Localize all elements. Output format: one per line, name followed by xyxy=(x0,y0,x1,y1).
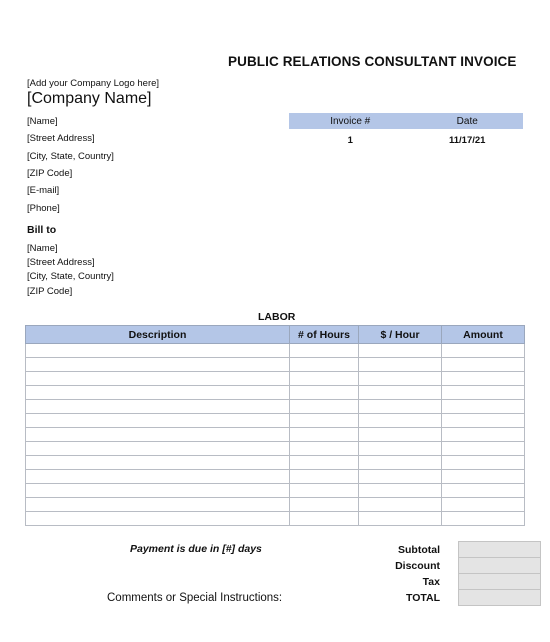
rate-cell[interactable] xyxy=(359,498,442,512)
company-zip-code: [ZIP Code] xyxy=(27,168,73,179)
description-cell[interactable] xyxy=(26,484,290,498)
labor-table xyxy=(25,325,525,526)
labor-row xyxy=(26,414,525,428)
company-email: [E-mail] xyxy=(27,185,60,196)
hours-cell[interactable] xyxy=(290,484,359,498)
labor-row xyxy=(26,386,525,400)
column-hours: # of Hours xyxy=(290,326,359,344)
description-cell[interactable] xyxy=(26,470,290,484)
labor-row xyxy=(26,344,525,358)
column-description: Description xyxy=(26,326,290,344)
subtotal-label: Subtotal xyxy=(398,543,440,556)
rate-cell[interactable] xyxy=(359,442,442,456)
labor-row xyxy=(26,358,525,372)
bill-to-zip-code: [ZIP Code] xyxy=(27,286,73,297)
rate-cell[interactable] xyxy=(359,372,442,386)
description-cell[interactable] xyxy=(26,372,290,386)
description-cell[interactable] xyxy=(26,386,290,400)
description-cell[interactable] xyxy=(26,414,290,428)
invoice-date-label: Date xyxy=(411,113,523,129)
labor-row xyxy=(26,498,525,512)
amount-cell[interactable] xyxy=(442,344,525,358)
company-street-address: [Street Address] xyxy=(27,133,95,144)
subtotal-field[interactable] xyxy=(459,542,541,558)
hours-cell[interactable] xyxy=(290,470,359,484)
amount-cell[interactable] xyxy=(442,442,525,456)
rate-cell[interactable] xyxy=(359,358,442,372)
hours-cell[interactable] xyxy=(290,442,359,456)
hours-cell[interactable] xyxy=(290,498,359,512)
description-cell[interactable] xyxy=(26,358,290,372)
labor-row xyxy=(26,428,525,442)
comments-label: Comments or Special Instructions: xyxy=(107,592,283,604)
hours-cell[interactable] xyxy=(290,456,359,470)
amount-cell[interactable] xyxy=(442,414,525,428)
hours-cell[interactable] xyxy=(290,358,359,372)
description-cell[interactable] xyxy=(26,498,290,512)
company-logo-placeholder: [Add your Company Logo here] xyxy=(27,78,160,89)
bill-to-name: [Name] xyxy=(27,243,58,254)
rate-cell[interactable] xyxy=(359,428,442,442)
description-cell[interactable] xyxy=(26,400,290,414)
total-field[interactable] xyxy=(459,590,541,606)
amount-cell[interactable] xyxy=(442,358,525,372)
hours-cell[interactable] xyxy=(290,414,359,428)
hours-cell[interactable] xyxy=(290,386,359,400)
amount-cell[interactable] xyxy=(442,484,525,498)
labor-row xyxy=(26,456,525,470)
hours-cell[interactable] xyxy=(290,512,359,526)
company-name: [Company Name] xyxy=(27,90,152,107)
labor-row xyxy=(26,512,525,526)
amount-cell[interactable] xyxy=(442,386,525,400)
rate-cell[interactable] xyxy=(359,414,442,428)
total-label: TOTAL xyxy=(405,591,440,604)
payment-terms: Payment is due in [#] days xyxy=(130,543,262,555)
hours-cell[interactable] xyxy=(290,344,359,358)
rate-cell[interactable] xyxy=(359,456,442,470)
labor-row xyxy=(26,372,525,386)
rate-cell[interactable] xyxy=(359,484,442,498)
amount-cell[interactable] xyxy=(442,470,525,484)
totals-table xyxy=(340,541,541,606)
column-rate: $ / Hour xyxy=(359,326,442,344)
tax-label: Tax xyxy=(422,575,440,588)
rate-cell[interactable] xyxy=(359,344,442,358)
description-cell[interactable] xyxy=(26,344,290,358)
amount-cell[interactable] xyxy=(442,456,525,470)
amount-cell[interactable] xyxy=(442,498,525,512)
bill-to-street-address: [Street Address] xyxy=(27,257,95,268)
description-cell[interactable] xyxy=(26,442,290,456)
labor-row xyxy=(26,484,525,498)
column-amount: Amount xyxy=(442,326,525,344)
company-contact-name: [Name] xyxy=(27,116,58,127)
description-cell[interactable] xyxy=(26,428,290,442)
bill-to-heading: Bill to xyxy=(27,224,57,236)
description-cell[interactable] xyxy=(26,512,290,526)
company-city-state-country: [City, State, Country] xyxy=(27,151,114,162)
discount-label: Discount xyxy=(395,559,440,572)
invoice-title: PUBLIC RELATIONS CONSULTANT INVOICE xyxy=(228,54,517,69)
invoice-number-value: 1 xyxy=(347,134,353,146)
invoice-meta-table xyxy=(289,113,523,151)
labor-section-title: LABOR xyxy=(258,311,296,323)
invoice-number-label: Invoice # xyxy=(289,113,411,129)
company-phone: [Phone] xyxy=(27,203,60,214)
amount-cell[interactable] xyxy=(442,372,525,386)
labor-table-body xyxy=(26,344,525,526)
tax-field[interactable] xyxy=(459,574,541,590)
rate-cell[interactable] xyxy=(359,400,442,414)
amount-cell[interactable] xyxy=(442,428,525,442)
hours-cell[interactable] xyxy=(290,400,359,414)
rate-cell[interactable] xyxy=(359,470,442,484)
bill-to-city-state-country: [City, State, Country] xyxy=(27,271,114,282)
amount-cell[interactable] xyxy=(442,512,525,526)
description-cell[interactable] xyxy=(26,456,290,470)
rate-cell[interactable] xyxy=(359,386,442,400)
labor-row xyxy=(26,442,525,456)
invoice-date-value: 11/17/21 xyxy=(448,134,486,146)
amount-cell[interactable] xyxy=(442,400,525,414)
rate-cell[interactable] xyxy=(359,512,442,526)
hours-cell[interactable] xyxy=(290,372,359,386)
labor-row xyxy=(26,470,525,484)
discount-field[interactable] xyxy=(459,558,541,574)
hours-cell[interactable] xyxy=(290,428,359,442)
labor-row xyxy=(26,400,525,414)
